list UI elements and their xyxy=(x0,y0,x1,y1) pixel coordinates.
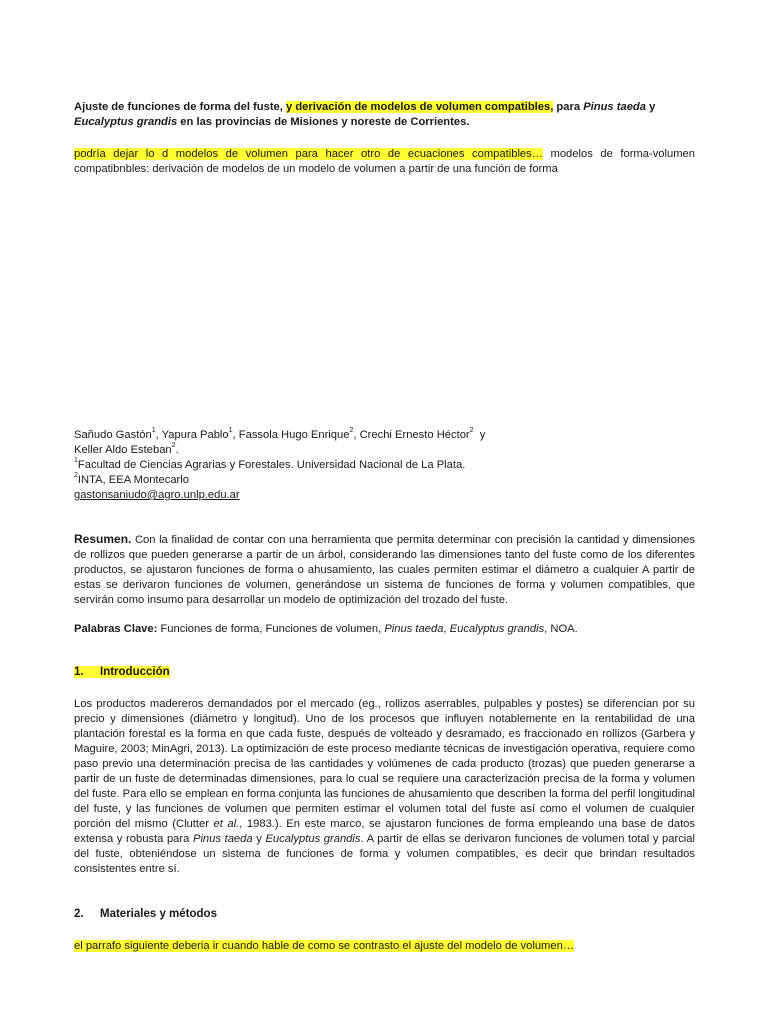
species-name: Pinus taeda xyxy=(192,833,253,845)
affiliation-mark: 2 xyxy=(74,472,78,480)
keywords-text: , NOA. xyxy=(544,623,578,635)
title-species: Eucalyptus grandis xyxy=(74,116,178,128)
author: , Crechi Ernesto Héctor xyxy=(353,429,470,441)
document-title xyxy=(74,100,695,130)
affiliation-mark: 2 xyxy=(469,427,474,435)
author: Sañudo Gastón xyxy=(74,429,152,441)
section-heading-methods xyxy=(74,907,695,922)
note-text: modelos de forma-volumen compatibnbles: derivación de modelos de un modelo de volumen a partir de una función de forma xyxy=(74,148,695,175)
affiliation-mark: 1 xyxy=(228,427,233,435)
author-line xyxy=(74,428,695,443)
author-text: . xyxy=(175,444,179,456)
section-title: Materiales y métodos xyxy=(100,908,217,920)
title-species: Pinus taeda xyxy=(583,101,646,113)
section-number: 1. xyxy=(74,666,84,678)
introduction-paragraph xyxy=(74,697,695,877)
note-highlight: podría dejar lo d modelos de volumen para hacer otro de ecuaciones compatibles… xyxy=(74,148,543,160)
note-highlight: el parrafo siguiente deberia ir cuando hable de como se contrasto el ajuste del modelo de volumen… xyxy=(74,940,575,952)
abstract-text: Con la finalidad de contar con una herramienta que permita determinar con precisión la cantidad y dimensiones de rollizos que pueden generarse a partir de un árbol, considerando las dimensiones tanto del fuste como de los diferentes productos, se ajustaron funciones de forma o ahusamiento, las cuales permiten estimar el diámetro a cualquier A partir de estas se derivaron funciones de volumen, generándose un sistema de funciones de forma y volumen compatibles, que servirán como insumo para desarrollar un modelo de optimización del trozado del fuste. xyxy=(74,534,695,606)
keywords xyxy=(74,622,695,637)
affiliation-text: INTA, EEA Montecarlo xyxy=(77,474,189,486)
methods-note xyxy=(74,939,695,954)
title-text: para xyxy=(553,101,584,113)
author-text: y xyxy=(473,429,486,441)
author: Keller Aldo Esteban xyxy=(74,444,172,456)
title-highlight: y derivación de modelos de volumen compatibles, xyxy=(285,101,554,113)
author-line xyxy=(74,443,695,458)
abstract-label: Resumen. xyxy=(74,532,132,546)
species-name: Eucalyptus grandis xyxy=(265,833,361,845)
paragraph-text: , 1983.). En este marco, se ajustaron funciones de forma empleando una base de datos extensa y robusta para xyxy=(74,818,695,845)
keyword-species: Pinus taeda xyxy=(384,623,444,635)
editor-note xyxy=(74,147,695,177)
paragraph-text: Los productos madereros demandados por el mercado (eg., rollizos aserrables, pulpables y postes) se diferencian por su precio y dimensiones (diámetro y longitud). Uno de los procesos que influyen notablemente en la rentabilidad de una plantación forestal es la forma en que cada fuste, después de volteado y desramado, es fraccionado en rollizos (Garbera y Maguire, 2003; MinAgri, 2013). La optimización de este proceso mediante técnicas de investigación operativa, requiere como paso previo una determinación precisa de las cantidades y volúmenes de cada producto (trozas) que pueden generarse a partir de un fuste de determinadas dimensiones, para lo cual se requiere una caracterización precisa de la forma y volumen del fuste. Para ello se emplean en forma conjunta las funciones de ahusamiento que describen la forma del perfil longitudinal del fuste, y las funciones de volumen que permiten estimar el volumen total del fuste así como el volumen de cualquier porción del mismo (Clutter xyxy=(74,698,695,830)
keywords-text: , xyxy=(443,623,450,635)
keyword-species: Eucalyptus grandis xyxy=(449,623,545,635)
affiliation-mark: 2 xyxy=(171,442,176,450)
keywords-text: Funciones de forma, Funciones de volumen, xyxy=(157,623,385,635)
title-text: y xyxy=(645,101,656,113)
author: , Yapura Pablo xyxy=(155,429,229,441)
email-link[interactable]: gastonsaniudo@agro.unlp.edu.ar xyxy=(74,489,240,501)
paragraph-text: y xyxy=(252,833,266,845)
title-text: en las provincias de Misiones y noreste de Corrientes. xyxy=(177,116,470,128)
affiliation-mark: 1 xyxy=(151,427,156,435)
author: , Fassola Hugo Enrique xyxy=(232,429,350,441)
affiliation-1 xyxy=(74,458,695,473)
abstract xyxy=(74,532,695,608)
affiliation-mark: 2 xyxy=(349,427,354,435)
affiliation-text: Facultad de Ciencias Agrarias y Forestales. Universidad Nacional de La Plata. xyxy=(77,459,466,471)
affiliation-2 xyxy=(74,473,695,488)
citation-etal: et al. xyxy=(213,818,240,830)
title-text: Ajuste de funciones de forma del fuste, xyxy=(74,101,286,113)
paragraph-text: . A partir de ellas se derivaron funciones de volumen total y parcial del fuste, obteniéndose un sistema de funciones de forma y volumen compatibles, es decir que brindan resultados consistentes entre sí. xyxy=(74,833,696,875)
section-number: 2. xyxy=(74,908,84,920)
authors-block xyxy=(74,428,695,503)
keywords-label: Palabras Clave: xyxy=(74,623,158,635)
section-title: Introducción xyxy=(100,666,170,678)
section-heading-introduction xyxy=(74,665,695,680)
affiliation-mark: 1 xyxy=(74,457,78,465)
